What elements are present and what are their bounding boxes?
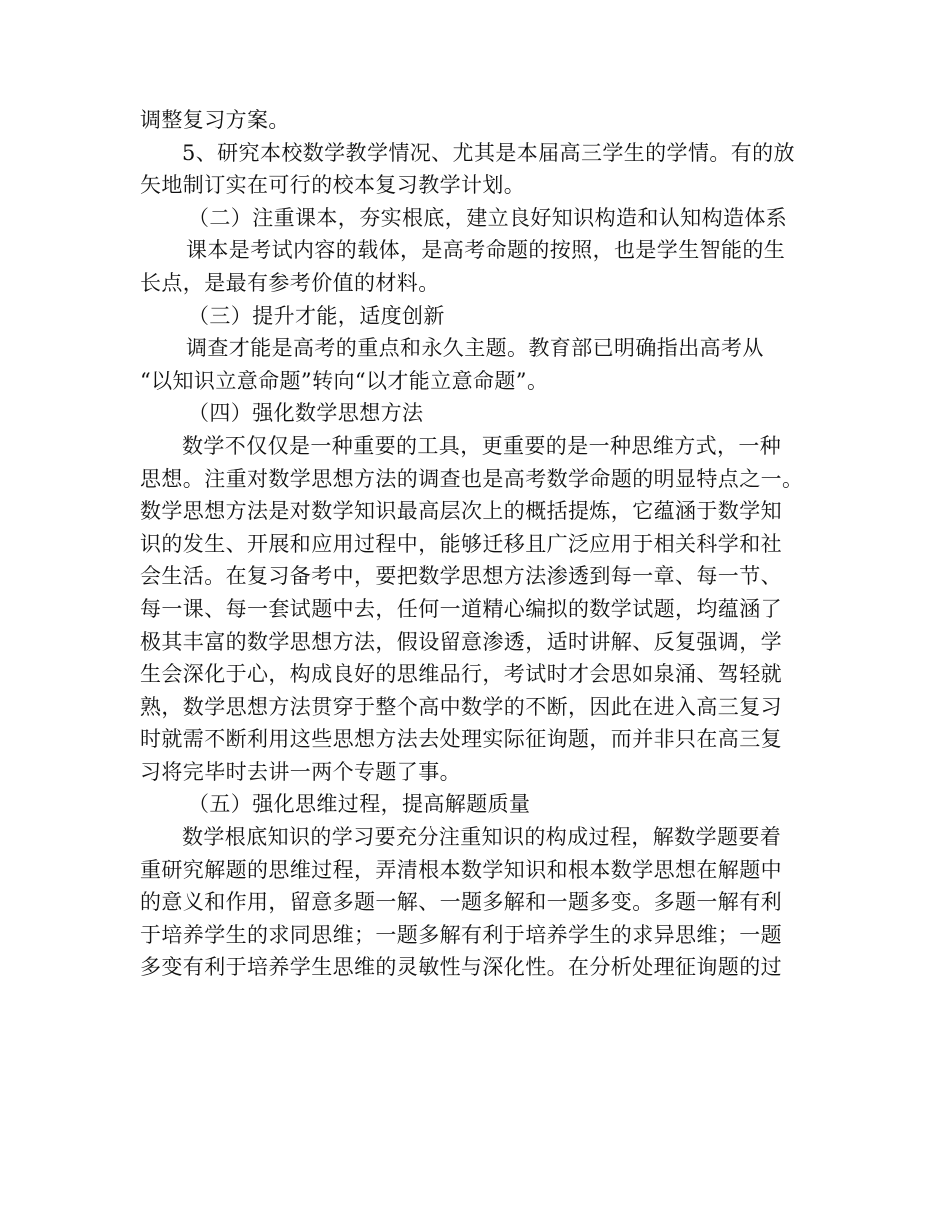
text-line: 5、研究本校数学教学情况、尤其是本届高三学生的学情。有的放 [182, 140, 795, 165]
text-line: 极其丰富的数学思想方法，假设留意渗透，适时讲解、反复强调，学 [140, 629, 782, 654]
text-line: 于培养学生的求同思维；一题多解有利于培养学生的求异思维；一题 [140, 922, 782, 947]
section-heading: （四）强化数学思想方法 [188, 401, 424, 426]
text-line: 数学不仅仅是一种重要的工具，更重要的是一种思维方式，一种 [182, 433, 782, 458]
text-line: 多变有利于培养学生思维的灵敏性与深化性。在分析处理征询题的过 [140, 955, 782, 980]
text-line: 时就需不断利用这些思想方法去处理实际征询题，而并非只在高三复 [140, 727, 782, 752]
text-line: 思想。注重对数学思想方法的调查也是高考数学命题的明显特点之一。 [140, 466, 804, 491]
text-line: 数学思想方法是对数学知识最高层次上的概括提炼，它蕴涵于数学知 [140, 499, 782, 524]
text-line: 调查才能是高考的重点和永久主题。教育部已明确指出高考从 [186, 336, 764, 361]
section-heading: （三）提升才能，适度创新 [188, 303, 445, 328]
text-line: 重研究解题的思维过程，弄清根本数学知识和根本数学思想在解题中 [140, 857, 782, 882]
text-line: 长点，是最有参考价值的材料。 [140, 270, 440, 295]
text-line: 调整复习方案。 [140, 108, 290, 132]
text-line: 识的发生、开展和应用过程中，能够迁移且广泛应用于相关科学和社 [140, 531, 782, 556]
text-line: “以知识立意命题”转向“以才能立意命题”。 [140, 368, 549, 393]
text-line: 会生活。在复习备考中，要把数学思想方法渗透到每一章、每一节、 [140, 564, 782, 589]
text-line: 数学根底知识的学习要充分注重知识的构成过程，解数学题要着 [182, 825, 782, 850]
section-heading: （五）强化思维过程，提高解题质量 [188, 792, 531, 817]
document-page [140, 104, 810, 984]
text-line: 的意义和作用，留意多题一解、一题多解和一题多变。多题一解有利 [140, 890, 782, 915]
text-line: 每一课、每一套试题中去，任何一道精心编拟的数学试题，均蕴涵了 [140, 596, 782, 621]
text-line: 熟，数学思想方法贯穿于整个高中数学的不断，因此在进入高三复习 [140, 694, 782, 719]
text-line: 矢地制订实在可行的校本复习教学计划。 [140, 173, 526, 198]
section-heading: （二）注重课本，夯实根底，建立良好知识构造和认知构造体系 [188, 205, 788, 230]
text-line: 习将完毕时去讲一两个专题了事。 [140, 759, 461, 784]
text-line: 生会深化于心，构成良好的思维品行，考试时才会思如泉涌、驾轻就 [140, 662, 782, 687]
text-line: 课本是考试内容的载体，是高考命题的按照，也是学生智能的生 [186, 238, 786, 263]
